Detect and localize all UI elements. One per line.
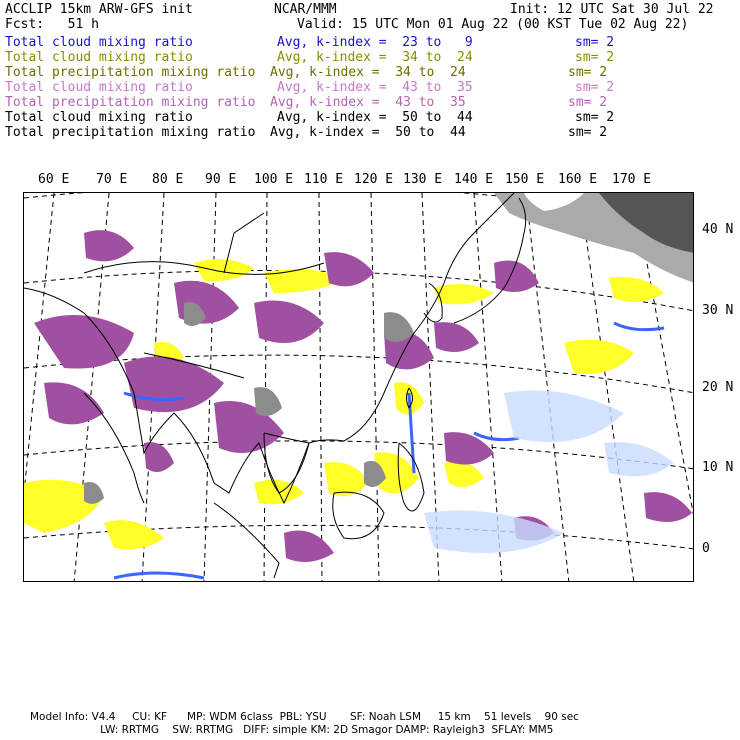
lon-label-120e: 120 E — [354, 172, 394, 187]
yellow-patch — [194, 259, 254, 281]
purple-patch — [494, 261, 539, 293]
legend-row-5-avg: Avg, k-index = 43 to 35 — [270, 95, 466, 110]
yellow-patch — [609, 277, 664, 302]
lon-label-170e: 170 E — [612, 172, 652, 187]
lon-label-80e: 80 E — [152, 172, 184, 187]
legend-row-2-field: Total cloud mixing ratio — [5, 50, 193, 65]
purple-patch — [174, 281, 239, 324]
purple-patch — [434, 322, 479, 352]
light-blue-patch — [424, 511, 564, 554]
lat-label-equator: 0 — [702, 541, 710, 556]
borneo-coastline — [333, 492, 384, 539]
lon-label-70e: 70 E — [96, 172, 128, 187]
legend-row-1-sm: sm= 2 — [575, 35, 615, 50]
legend-row-6-sm: sm= 2 — [575, 110, 615, 125]
purple-patch — [124, 356, 224, 412]
lon-label-100e: 100 E — [254, 172, 294, 187]
lon-label-110e: 110 E — [304, 172, 344, 187]
purple-patch — [324, 252, 374, 286]
valid-time: Valid: 15 UTC Mon 01 Aug 22 (00 KST Tue 02 Aug 22) — [297, 17, 689, 32]
blue-streak — [614, 323, 664, 330]
lon-label-90e: 90 E — [205, 172, 237, 187]
lat-label-10n: 10 N — [702, 460, 734, 475]
lon-line-100e — [264, 193, 267, 582]
legend-row-2-avg: Avg, k-index = 34 to 24 — [277, 50, 473, 65]
legend-row-7-field: Total precipitation mixing ratio — [5, 125, 256, 140]
lon-line-110e — [319, 193, 322, 582]
lat-label-40n: 40 N — [702, 222, 734, 237]
forecast-hour: Fcst: 51 h — [5, 17, 99, 32]
legend-row-3-avg: Avg, k-index = 34 to 24 — [270, 65, 466, 80]
yellow-patch — [564, 340, 634, 374]
sumatra-coastline — [214, 503, 279, 578]
lon-label-60e: 60 E — [38, 172, 70, 187]
legend-row-7-sm: sm= 2 — [568, 125, 608, 140]
light-blue-patch — [604, 442, 674, 476]
light-blue-patch — [504, 391, 624, 443]
model-info-line-2: LW: RRTMG SW: RRTMG DIFF: simple KM: 2D Smagor DAMP: Rayleigh3 SFLAY: MM5 — [30, 724, 554, 736]
purple-patch — [144, 442, 174, 472]
lon-label-130e: 130 E — [403, 172, 443, 187]
purple-patch — [254, 301, 324, 344]
lon-line-160e — [580, 193, 634, 582]
lon-label-150e: 150 E — [505, 172, 545, 187]
yellow-patch — [444, 461, 484, 487]
yellow-patch — [104, 520, 164, 549]
map-frame — [23, 192, 694, 582]
gray-core — [84, 482, 104, 504]
lon-label-140e: 140 E — [454, 172, 494, 187]
blue-streak — [114, 573, 204, 578]
gray-core — [254, 387, 282, 416]
purple-patch — [644, 492, 692, 522]
legend-row-4-field: Total cloud mixing ratio — [5, 80, 193, 95]
purple-patch — [44, 382, 104, 424]
center-label: NCAR/MMM — [274, 2, 337, 17]
legend-row-6-field: Total cloud mixing ratio — [5, 110, 193, 125]
legend-row-1-field: Total cloud mixing ratio — [5, 35, 193, 50]
legend-row-5-field: Total precipitation mixing ratio — [5, 95, 256, 110]
model-info-line-1: Model Info: V4.4 CU: KF MP: WDM 6class PBL: YSU SF: Noah LSM 15 km 51 levels 90 sec — [30, 711, 579, 723]
legend-row-3-sm: sm= 2 — [568, 65, 608, 80]
legend-row-4-avg: Avg, k-index = 43 to 35 — [277, 80, 473, 95]
map-canvas — [24, 193, 694, 582]
legend-row-3-field: Total precipitation mixing ratio — [5, 65, 256, 80]
model-title: ACCLIP 15km ARW-GFS init — [5, 2, 193, 17]
yellow-patch — [324, 462, 369, 496]
legend-row-4-sm: sm= 2 — [575, 80, 615, 95]
init-time: Init: 12 UTC Sat 30 Jul 22 — [510, 2, 714, 17]
yellow-patch — [434, 284, 494, 304]
legend-row-7-avg: Avg, k-index = 50 to 44 — [270, 125, 466, 140]
legend-row-1-avg: Avg, k-index = 23 to 9 — [277, 35, 473, 50]
blue-streak — [474, 433, 519, 440]
lat-line-10n — [24, 441, 694, 469]
legend-row-2-sm: sm= 2 — [575, 50, 615, 65]
legend-row-5-sm: sm= 2 — [568, 95, 608, 110]
lon-label-160e: 160 E — [558, 172, 598, 187]
lon-line-120e — [371, 193, 379, 582]
legend-row-6-avg: Avg, k-index = 50 to 44 — [277, 110, 473, 125]
purple-patch — [284, 531, 334, 563]
lat-label-30n: 30 N — [702, 303, 734, 318]
lat-label-20n: 20 N — [702, 380, 734, 395]
purple-patch — [84, 230, 134, 261]
